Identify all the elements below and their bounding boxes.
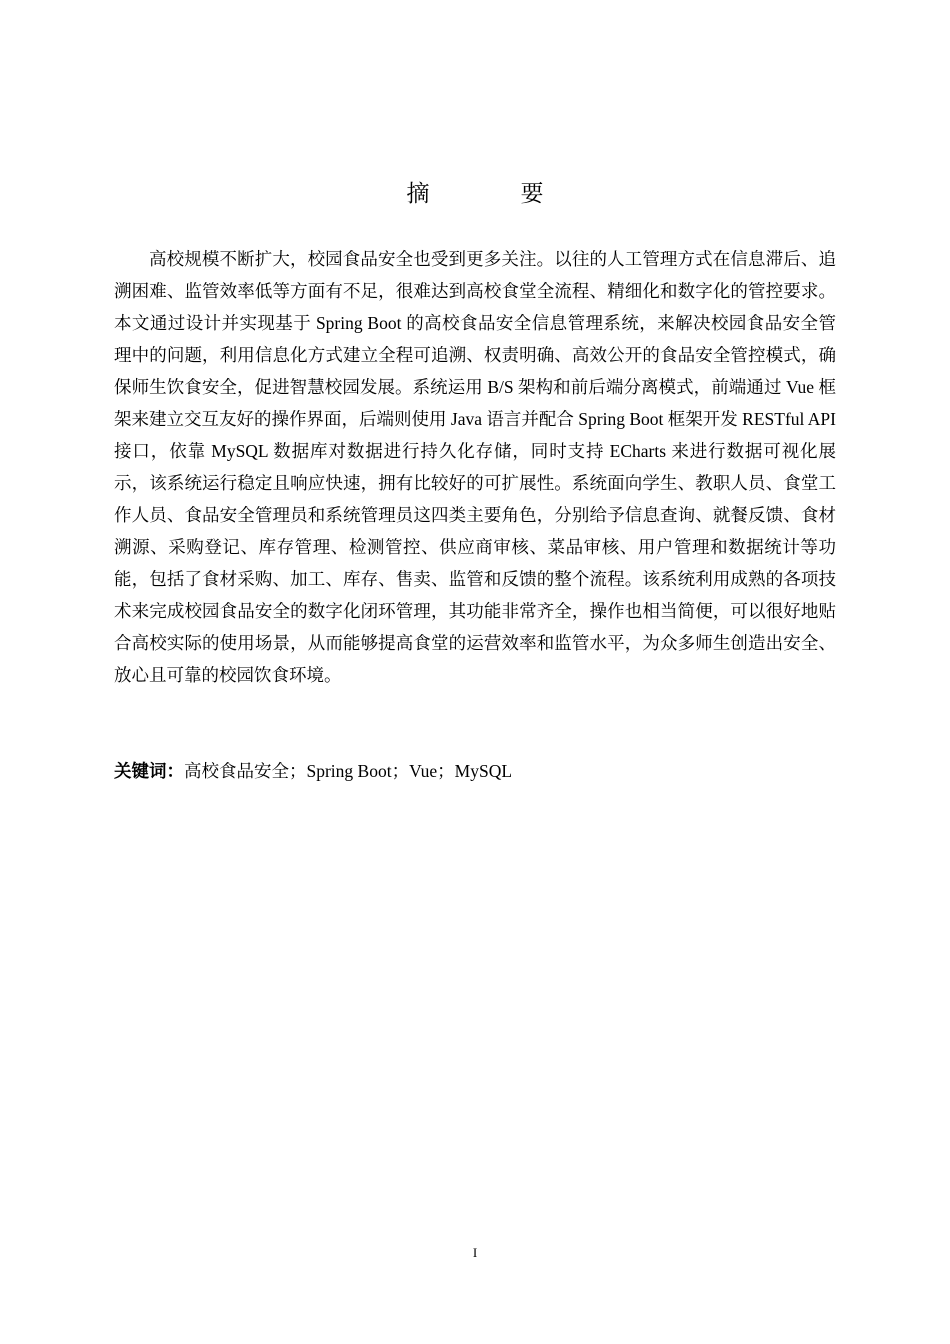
keywords-line [114,755,836,788]
abstract-body: 高校规模不断扩大，校园食品安全也受到更多关注。以往的人工管理方式在信息滞后、追溯困难、监管效率低等方面有不足，很难达到高校食堂全流程、精细化和数字化的管控要求。本文通过设计并实现基于 Spring Boot 的高校食品安全信息管理系统，来解决校园食品安全管理中的问题，利用信息化方式建立全程可追溯、权责明确、高效公开的食品安全管控模式，确保师生饮食安全，促进智慧校园发展。系统运用 B/S 架构和前后端分离模式，前端通过 Vue 框架来建立交互友好的操作界面，后端则使用 Java 语言并配合 Spring Boot 框架开发 RESTful API 接口，依靠 MySQL 数据库对数据进行持久化存储，同时支持 ECharts 来进行数据可视化展示，该系统运行稳定且响应快速，拥有比较好的可扩展性。系统面向学生、教职人员、食堂工作人员、食品安全管理员和系统管理员这四类主要角色，分别给予信息查询、就餐反馈、食材溯源、采购登记、库存管理、检测管控、供应商审核、菜品审核、用户管理和数据统计等功能，包括了食材采购、加工、库存、售卖、监管和反馈的整个流程。该系统利用成熟的各项技术来完成校园食品安全的数字化闭环管理，其功能非常齐全，操作也相当简便，可以很好地贴合高校实际的使用场景，从而能够提高食堂的运营效率和监管水平，为众多师生创造出安全、放心且可靠的校园饮食环境。 [114,249,836,685]
keywords-label: 关键词： [114,762,184,782]
abstract-title: 摘 要 [406,181,578,206]
page-number: I [472,1245,478,1260]
keywords-text: 高校食品安全；Spring Boot；Vue；MySQL [184,761,513,781]
